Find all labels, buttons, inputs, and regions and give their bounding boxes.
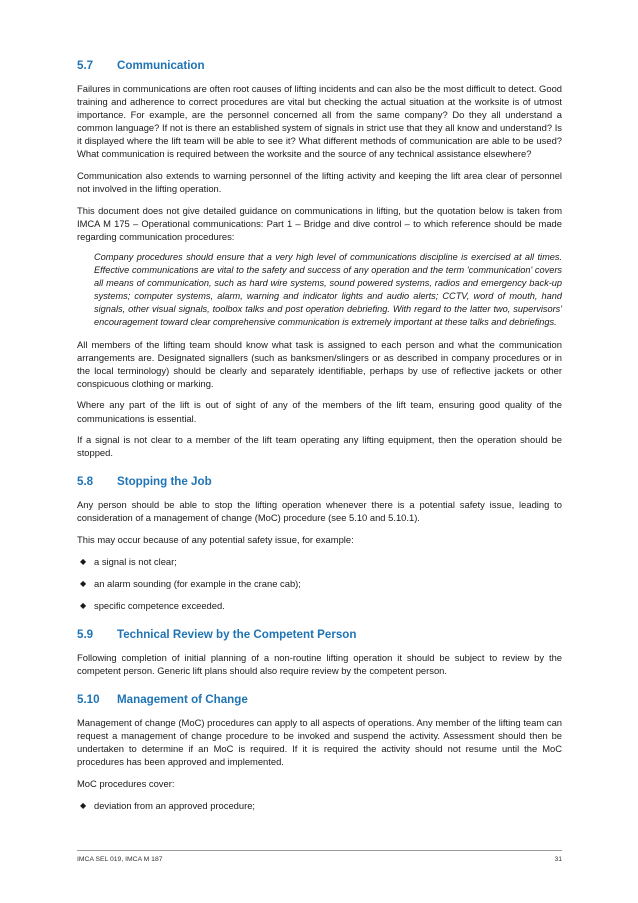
section-title: Stopping the Job xyxy=(117,475,212,489)
section-5-7 xyxy=(77,58,562,459)
list-item-text: specific competence exceeded. xyxy=(94,599,225,611)
paragraph: Communication also extends to warning personnel of the lifting activity and keeping the lift area clear of personnel not involved in the lifting operation. xyxy=(77,170,562,195)
section-5-10 xyxy=(77,692,562,812)
paragraph: Following completion of initial planning of a non-routine lifting operation it should be subject to review by the competent person. Generic lift plans should also require review by the competent person. xyxy=(77,651,562,676)
diamond-bullet-icon: ◆ xyxy=(80,800,87,810)
section-title: Management of Change xyxy=(117,693,248,707)
list-item-text: an alarm sounding (for example in the crane cab); xyxy=(94,577,301,589)
list-item xyxy=(77,799,562,812)
section-number: 5.9 xyxy=(77,627,94,641)
section-number: 5.8 xyxy=(77,475,94,489)
list-item xyxy=(77,555,562,568)
footer-document-codes: IMCA SEL 019, IMCA M 187 xyxy=(77,856,163,863)
paragraph: This document does not give detailed guidance on communications in lifting, but the quotation below is taken from IMCA M 175 – Operational communications: Part 1 – Bridge and dive control – to which reference should be made regarding communication procedures: xyxy=(77,204,562,242)
section-title: Communication xyxy=(117,59,205,72)
diamond-bullet-icon: ◆ xyxy=(80,578,87,588)
page-number: 31 xyxy=(554,856,562,863)
list-item-text: a signal is not clear; xyxy=(94,555,177,567)
section-number: 5.7 xyxy=(77,59,94,72)
paragraph: MoC procedures cover: xyxy=(77,777,175,789)
section-number: 5.10 xyxy=(77,693,100,707)
page-content xyxy=(77,58,562,827)
section-5-9 xyxy=(77,627,562,677)
section-title: Technical Review by the Competent Person xyxy=(117,627,357,641)
section-heading xyxy=(77,692,562,707)
paragraph: This may occur because of any potential safety issue, for example: xyxy=(77,534,354,546)
diamond-bullet-icon: ◆ xyxy=(80,556,87,566)
section-5-8 xyxy=(77,474,562,612)
paragraph: Management of change (MoC) procedures can apply to all aspects of operations. Any member of the lifting team can request a management of change procedure to be invoked and suspend the activity. Assessment should then be undertaken to determine if an MoC is required. If it is required the activity should not resume until the MoC procedures has been approved and implemented. xyxy=(77,717,562,768)
bullet-list xyxy=(77,799,562,812)
diamond-bullet-icon: ◆ xyxy=(80,600,87,610)
block-quote: Company procedures should ensure that a very high level of communications discipline is exercised at all times. Effective communications are vital to the safety and success of any operation and the term 'communication' covers all means of communication, such as hard wire systems, sound powered systems, radios and emergency back-up systems; computer systems, alarm, warning and indicator lights and audio alerts; CCTV, word of mouth, hand signals, other visual signals, toolbox talks and post operation debriefing. With regard to the latter two, supervisors' encouragement toward clear comprehensive communication is extremely important at these talks and debriefings. xyxy=(94,251,562,327)
page-footer xyxy=(77,850,562,863)
section-heading xyxy=(77,627,562,642)
list-item xyxy=(77,599,562,612)
section-heading xyxy=(77,474,562,489)
paragraph: If a signal is not clear to a member of the lift team operating any lifting equipment, then the operation should be stopped. xyxy=(77,434,562,459)
paragraph: All members of the lifting team should know what task is assigned to each person and what the communication arrangements are. Designated signallers (such as banksmen/slingers or as described in company procedures or in the local terminology) should be clearly and separately identifiable, perhaps by use of reflective jackets or other conspicuous clothing or marking. xyxy=(77,338,562,389)
bullet-list xyxy=(77,555,562,612)
paragraph: Failures in communications are often root causes of lifting incidents and can also be the most difficult to detect. Good training and adherence to correct procedures are vital but checking the actual situation at the worksite is of utmost importance. For example, are the personnel concerned all from the same company? Do they all understand a common language? If not is there an established system of signals in strict use that they all know and understand? Is it displayed where the lift team will be able to see it? What different methods of communication are able to be used? What communication is required between the worksite and the source of any technical assistance elsewhere? xyxy=(77,83,562,160)
list-item xyxy=(77,577,562,590)
section-heading xyxy=(77,58,562,73)
paragraph: Where any part of the lift is out of sight of any of the members of the lift team, ensuring good quality of the communications is essential. xyxy=(77,399,562,424)
paragraph: Any person should be able to stop the lifting operation whenever there is a potential safety issue, leading to consideration of a management of change (MoC) procedure (see 5.10 and 5.10.1). xyxy=(77,499,562,524)
list-item-text: deviation from an approved procedure; xyxy=(94,799,256,811)
